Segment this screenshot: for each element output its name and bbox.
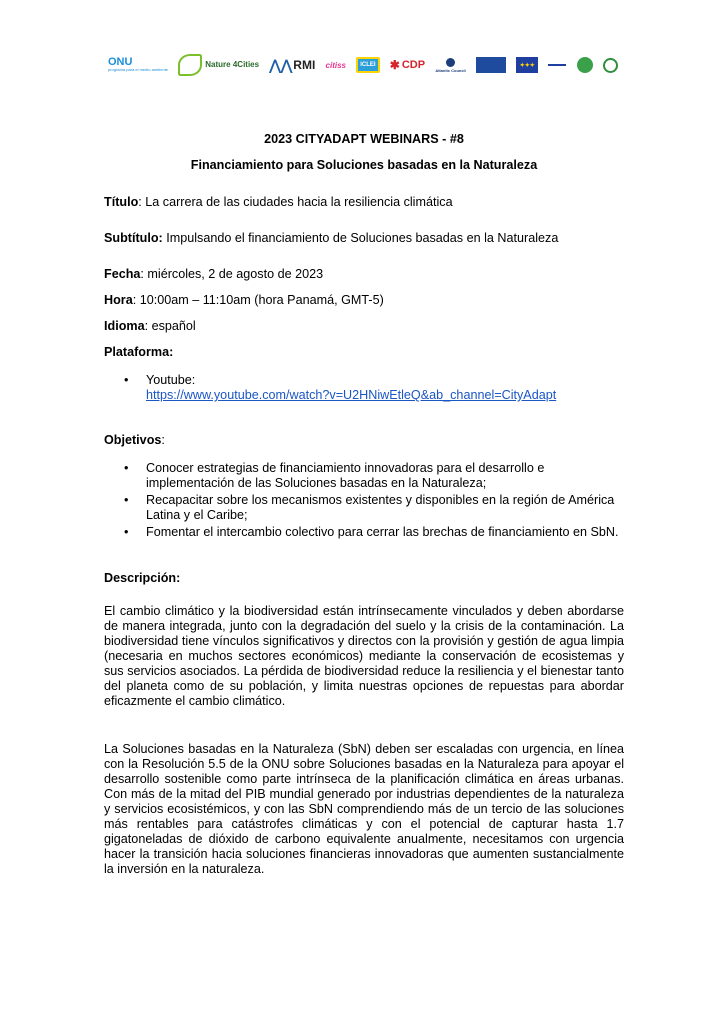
bullet-icon: • <box>124 525 129 539</box>
onu-logo-subtext: programa para el medio ambiente <box>108 67 169 72</box>
objetivos-label: Objetivos <box>104 433 162 447</box>
subtitulo-line <box>104 231 624 246</box>
nature4cities-logo-text: Nature 4Cities <box>205 60 260 69</box>
iclei-logo <box>356 57 379 73</box>
leaf-icon <box>178 54 202 76</box>
nature4cities-logo <box>178 54 259 76</box>
bullet-icon: • <box>124 493 129 507</box>
document-subtitle: Financiamiento para Soluciones basadas en la Naturaleza <box>190 158 538 172</box>
objetivo-item <box>124 493 624 523</box>
document-title: 2023 CITYADAPT WEBINARS - #8 <box>264 132 464 146</box>
fecha-value: : miércoles, 2 de agosto de 2023 <box>140 267 324 281</box>
hora-line <box>104 293 624 308</box>
globe-icon <box>446 58 455 67</box>
green-climate-fund-logo <box>577 57 593 73</box>
descripcion-heading <box>104 571 624 586</box>
fecha-line <box>104 267 624 282</box>
onu-logo-text: ONU <box>108 56 133 68</box>
titulo-label: Título <box>104 195 139 209</box>
titulo-value: : La carrera de las ciudades hacia la resiliencia climática <box>138 195 453 209</box>
subtitulo-value: Impulsando el financiamiento de Soluciones basadas en la Naturaleza <box>162 231 559 245</box>
youtube-link[interactable]: https://www.youtube.com/watch?v=U2HNiwEtleQ&ab_channel=CityAdapt <box>146 388 557 402</box>
rmi-logo-text: RMI <box>293 58 316 72</box>
objetivos-colon: : <box>161 433 165 447</box>
citiss-logo <box>326 61 346 70</box>
atlantic-council-logo <box>435 58 465 73</box>
descripcion-paragraph-2: La Soluciones basadas en la Naturaleza (SbN) deben ser escaladas con urgencia, en línea con la Resolución 5.5 de la ONU sobre Soluciones basadas en la Naturaleza para apoyar el desarrollo sostenible como parte intrínseca de la planificación climática en áreas urbanas. Con más de la mitad del PIB mundial generado por industrias dependientes de la naturaleza y servicios ecosistémicos, y con las SbN comprendiendo más de un tercio de las soluciones más rentables para catástrofes climáticas y con el potencial de capturar hasta 1.7 gigatoneladas de dióxido de carbono equivalente anualmente, necesitamos con urgencia hacer la transición hacia soluciones financieras innovadoras que aumenten sustancialmente la inversión en la naturaleza. <box>104 742 624 876</box>
fecha-label: Fecha <box>104 267 141 281</box>
descripcion-label: Descripción: <box>104 571 181 585</box>
idioma-value: : español <box>144 319 196 333</box>
cdp-mark-icon: ✱ <box>389 58 400 72</box>
atlantic-council-logo-text: Atlantic Council <box>435 67 466 73</box>
iclei-logo-text: ICLEI <box>360 62 376 68</box>
gef-logo <box>603 58 618 73</box>
objetivos-heading <box>104 433 624 448</box>
objetivo-item <box>124 461 624 491</box>
hora-value: : 10:00am – 11:10am (hora Panamá, GMT-5) <box>132 293 384 307</box>
idioma-line <box>104 319 624 334</box>
plataforma-item-label: Youtube: <box>146 373 196 387</box>
partner-small-logo <box>548 63 566 67</box>
citiss-logo-text: citiss <box>325 60 346 70</box>
subtitulo-label: Subtítulo: <box>104 231 163 245</box>
objetivo-text: Recapacitar sobre los mecanismos existentes y disponibles en la región de América Latina y el Caribe; <box>146 493 615 522</box>
eu-flag-icon: ✦✦✦ <box>516 57 538 73</box>
partner-logos-bar <box>108 50 618 80</box>
rmi-mark-icon: ⋀⋀ <box>269 56 293 73</box>
hora-label: Hora <box>104 293 133 307</box>
gef-ring-icon <box>603 58 618 73</box>
partner-logo-box <box>476 57 506 73</box>
objetivo-text: Fomentar el intercambio colectivo para cerrar las brechas de financiamiento en SbN. <box>146 525 619 539</box>
cdp-logo <box>390 58 425 72</box>
bullet-icon: • <box>124 373 129 387</box>
titulo-line <box>104 195 624 210</box>
objetivo-item <box>124 525 624 540</box>
objetivo-text: Conocer estrategias de financiamiento innovadoras para el desarrollo e implementación de las Soluciones basadas en la Naturaleza; <box>146 461 545 490</box>
plataforma-label: Plataforma: <box>104 345 174 359</box>
cdp-logo-text: CDP <box>401 59 426 71</box>
onu-logo <box>108 58 168 72</box>
plataforma-list-item <box>124 373 624 403</box>
descripcion-paragraph-1: El cambio climático y la biodiversidad están intrínsecamente vinculados y deben abordarse de manera integrada, junto con la degradación del suelo y la crisis de la contaminación. La biodiversidad tiene vínculos significativos y directos con la provisión y gestión de agua limpia (necesaria en muchos sectores económicos) mediante la conservación de ecosistemas y sus servicios asociados. La pérdida de biodiversidad reduce la resiliencia y el bienestar tanto del planeta como de su población, y limita nuestras opciones de repuestas para abordar eficazmente el cambio climático. <box>104 604 624 708</box>
rmi-logo <box>269 57 315 74</box>
bullet-icon: • <box>124 461 129 475</box>
plataforma-heading <box>104 345 624 360</box>
idioma-label: Idioma <box>104 319 145 333</box>
